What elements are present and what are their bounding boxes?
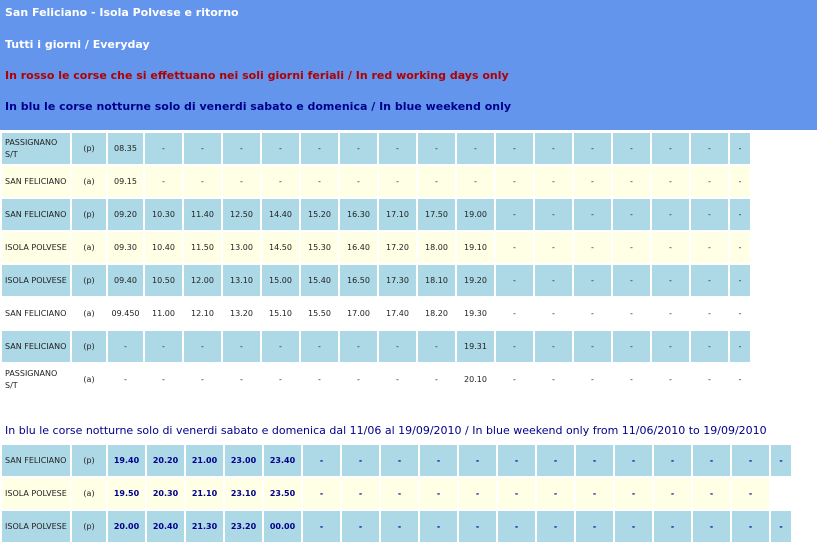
time-cell: - — [613, 133, 650, 164]
time-cell: - — [652, 166, 689, 197]
time-cell: - — [730, 232, 750, 263]
stop-name: PASSIGNANO S/T — [2, 133, 70, 164]
table-row — [2, 511, 791, 542]
time-cell: - — [732, 478, 769, 509]
stop-name: SAN FELICIANO — [2, 199, 70, 230]
time-cell: 21.10 — [186, 478, 223, 509]
time-cell: 11.50 — [184, 232, 221, 263]
time-cell: 23.00 — [225, 445, 262, 476]
time-cell: - — [613, 166, 650, 197]
table-row — [2, 478, 791, 509]
time-cell: - — [535, 199, 572, 230]
time-cell: - — [730, 166, 750, 197]
time-cell: - — [535, 133, 572, 164]
time-cell: - — [262, 331, 299, 362]
time-cell: 23.20 — [225, 511, 262, 542]
time-cell: - — [184, 364, 221, 395]
time-cell: - — [730, 364, 750, 395]
time-cell: - — [535, 298, 572, 329]
time-cell: - — [496, 133, 533, 164]
time-cell: - — [496, 232, 533, 263]
schedule-table-weekend — [0, 443, 793, 544]
time-cell: 11.40 — [184, 199, 221, 230]
time-cell: 12.50 — [223, 199, 260, 230]
stop-name: SAN FELICIANO — [2, 331, 70, 362]
time-cell: - — [303, 445, 340, 476]
time-cell: - — [535, 166, 572, 197]
time-cell: - — [381, 478, 418, 509]
time-cell: - — [498, 478, 535, 509]
time-cell: - — [496, 199, 533, 230]
time-cell: 09.450 — [108, 298, 143, 329]
time-cell: - — [496, 166, 533, 197]
time-cell: - — [342, 445, 379, 476]
time-cell: - — [576, 445, 613, 476]
time-cell: - — [418, 331, 455, 362]
time-cell: - — [730, 331, 750, 362]
departure-arrival-type: (p) — [72, 199, 106, 230]
departure-arrival-type: (p) — [72, 445, 106, 476]
time-cell: - — [613, 232, 650, 263]
time-cell: 12.00 — [184, 265, 221, 296]
time-cell: 20.10 — [457, 364, 494, 395]
time-cell: - — [418, 364, 455, 395]
time-cell: 17.50 — [418, 199, 455, 230]
time-cell: - — [691, 133, 728, 164]
time-cell: - — [184, 331, 221, 362]
time-cell: - — [576, 478, 613, 509]
time-cell: - — [730, 133, 750, 164]
time-cell: - — [301, 364, 338, 395]
time-cell: - — [535, 364, 572, 395]
time-cell: 15.50 — [301, 298, 338, 329]
time-cell: - — [498, 445, 535, 476]
time-cell: - — [184, 133, 221, 164]
route-title: San Feliciano - Isola Polvese e ritorno — [5, 6, 239, 19]
time-cell: - — [340, 133, 377, 164]
departure-arrival-type: (a) — [72, 478, 106, 509]
time-cell: - — [574, 298, 611, 329]
time-cell: - — [574, 232, 611, 263]
table-row — [2, 298, 750, 329]
time-cell: - — [342, 511, 379, 542]
stop-name: SAN FELICIANO — [2, 298, 70, 329]
time-cell: - — [691, 232, 728, 263]
time-cell: 08.35 — [108, 133, 143, 164]
time-cell: - — [381, 445, 418, 476]
table-row — [2, 133, 750, 164]
time-cell: - — [262, 166, 299, 197]
time-cell: 23.10 — [225, 478, 262, 509]
time-cell: - — [223, 133, 260, 164]
time-cell: 18.00 — [418, 232, 455, 263]
time-cell: 16.30 — [340, 199, 377, 230]
time-cell: 15.40 — [301, 265, 338, 296]
time-cell: - — [535, 265, 572, 296]
time-cell: - — [340, 166, 377, 197]
time-cell: 15.20 — [301, 199, 338, 230]
time-cell: - — [691, 331, 728, 362]
time-cell: - — [379, 364, 416, 395]
time-cell: 20.00 — [108, 511, 145, 542]
time-cell: - — [574, 265, 611, 296]
time-cell: 23.50 — [264, 478, 301, 509]
time-cell: - — [613, 265, 650, 296]
time-cell: - — [574, 133, 611, 164]
stop-name: SAN FELICIANO — [2, 166, 70, 197]
weekend-note: In blu le corse notturne solo di venerdi sabato e domenica dal 11/06 al 19/09/2010 / In blue weekend only from 11/06/2010 to 19/09/2010 — [5, 424, 767, 437]
time-cell: 23.40 — [264, 445, 301, 476]
time-cell: - — [691, 298, 728, 329]
time-cell: - — [223, 364, 260, 395]
time-cell: - — [496, 298, 533, 329]
time-cell: 15.10 — [262, 298, 299, 329]
time-cell: - — [496, 265, 533, 296]
time-cell: - — [537, 445, 574, 476]
departure-arrival-type: (a) — [72, 364, 106, 395]
time-cell: - — [732, 511, 769, 542]
time-cell: - — [379, 166, 416, 197]
departure-arrival-type: (a) — [72, 166, 106, 197]
time-cell: - — [262, 364, 299, 395]
time-cell: - — [652, 133, 689, 164]
time-cell: 15.30 — [301, 232, 338, 263]
time-cell: - — [652, 199, 689, 230]
time-cell: - — [574, 199, 611, 230]
time-cell: - — [652, 331, 689, 362]
time-cell: - — [498, 511, 535, 542]
time-cell: - — [693, 445, 730, 476]
time-cell: 13.20 — [223, 298, 260, 329]
time-cell: 19.00 — [457, 199, 494, 230]
table-row — [2, 445, 791, 476]
time-cell: - — [303, 478, 340, 509]
time-cell: - — [262, 133, 299, 164]
time-cell: 18.20 — [418, 298, 455, 329]
time-cell: - — [223, 166, 260, 197]
time-cell: 19.40 — [108, 445, 145, 476]
time-cell: 16.40 — [340, 232, 377, 263]
stop-name: PASSIGNANO S/T — [2, 364, 70, 395]
time-cell: 14.50 — [262, 232, 299, 263]
time-cell: - — [652, 298, 689, 329]
blue-legend: In blu le corse notturne solo di venerdi sabato e domenica / In blue weekend only — [5, 100, 512, 113]
table-row — [2, 232, 750, 263]
time-cell: - — [108, 364, 143, 395]
departure-arrival-type: (p) — [72, 331, 106, 362]
time-cell: 18.10 — [418, 265, 455, 296]
time-cell: 19.30 — [457, 298, 494, 329]
time-cell: - — [771, 445, 791, 476]
time-cell: - — [730, 265, 750, 296]
stop-name: ISOLA POLVESE — [2, 232, 70, 263]
departure-arrival-type: (a) — [72, 232, 106, 263]
time-cell: - — [652, 232, 689, 263]
time-cell: - — [459, 511, 496, 542]
time-cell: - — [537, 478, 574, 509]
time-cell: - — [420, 511, 457, 542]
time-cell: 10.50 — [145, 265, 182, 296]
empty-cell — [771, 478, 791, 509]
time-cell: - — [535, 232, 572, 263]
time-cell: - — [771, 511, 791, 542]
time-cell: 17.40 — [379, 298, 416, 329]
time-cell: - — [303, 511, 340, 542]
stop-name: ISOLA POLVESE — [2, 265, 70, 296]
time-cell: - — [537, 511, 574, 542]
time-cell: - — [379, 133, 416, 164]
time-cell: 09.40 — [108, 265, 143, 296]
time-cell: - — [652, 265, 689, 296]
time-cell: - — [693, 511, 730, 542]
table-row — [2, 331, 750, 362]
departure-arrival-type: (a) — [72, 298, 106, 329]
time-cell: - — [654, 445, 691, 476]
time-cell: - — [654, 478, 691, 509]
time-cell: - — [730, 298, 750, 329]
time-cell: 20.40 — [147, 511, 184, 542]
time-cell: - — [574, 331, 611, 362]
time-cell: 10.40 — [145, 232, 182, 263]
stop-name: SAN FELICIANO — [2, 445, 70, 476]
time-cell: - — [340, 331, 377, 362]
time-cell: - — [732, 445, 769, 476]
time-cell: 14.40 — [262, 199, 299, 230]
time-cell: - — [342, 478, 379, 509]
time-cell: - — [691, 199, 728, 230]
time-cell: - — [652, 364, 689, 395]
time-cell: - — [615, 478, 652, 509]
time-cell: - — [691, 364, 728, 395]
time-cell: - — [693, 478, 730, 509]
time-cell: - — [459, 478, 496, 509]
time-cell: - — [108, 331, 143, 362]
time-cell: - — [379, 331, 416, 362]
time-cell: - — [301, 166, 338, 197]
table-row — [2, 199, 750, 230]
time-cell: - — [145, 364, 182, 395]
departure-arrival-type: (p) — [72, 133, 106, 164]
page-header — [0, 0, 817, 130]
time-cell: 20.20 — [147, 445, 184, 476]
time-cell: - — [145, 331, 182, 362]
time-cell: - — [340, 364, 377, 395]
time-cell: 17.10 — [379, 199, 416, 230]
time-cell: 19.50 — [108, 478, 145, 509]
time-cell: 12.10 — [184, 298, 221, 329]
time-cell: 15.00 — [262, 265, 299, 296]
time-cell: 09.20 — [108, 199, 143, 230]
time-cell: - — [301, 331, 338, 362]
time-cell: 17.00 — [340, 298, 377, 329]
time-cell: - — [730, 199, 750, 230]
time-cell: 16.50 — [340, 265, 377, 296]
time-cell: - — [613, 199, 650, 230]
time-cell: - — [145, 133, 182, 164]
table-row — [2, 166, 750, 197]
time-cell: - — [496, 364, 533, 395]
time-cell: 21.30 — [186, 511, 223, 542]
red-legend: In rosso le corse che si effettuano nei soli giorni feriali / In red working days only — [5, 69, 509, 82]
time-cell: - — [613, 298, 650, 329]
time-cell: 19.31 — [457, 331, 494, 362]
time-cell: - — [613, 331, 650, 362]
time-cell: - — [381, 511, 418, 542]
time-cell: 09.15 — [108, 166, 143, 197]
time-cell: - — [420, 445, 457, 476]
time-cell: 20.30 — [147, 478, 184, 509]
time-cell: - — [535, 331, 572, 362]
time-cell: 00.00 — [264, 511, 301, 542]
stop-name: ISOLA POLVESE — [2, 478, 70, 509]
time-cell: - — [576, 511, 613, 542]
schedule-table-daily — [0, 131, 752, 397]
departure-arrival-type: (p) — [72, 265, 106, 296]
table-row — [2, 265, 750, 296]
time-cell: - — [574, 364, 611, 395]
time-cell: - — [145, 166, 182, 197]
time-cell: - — [420, 478, 457, 509]
time-cell: 13.10 — [223, 265, 260, 296]
time-cell: 11.00 — [145, 298, 182, 329]
time-cell: - — [459, 445, 496, 476]
time-cell: - — [691, 265, 728, 296]
time-cell: 10.30 — [145, 199, 182, 230]
time-cell: - — [418, 133, 455, 164]
time-cell: - — [615, 445, 652, 476]
time-cell: - — [691, 166, 728, 197]
time-cell: - — [615, 511, 652, 542]
time-cell: - — [223, 331, 260, 362]
time-cell: 17.30 — [379, 265, 416, 296]
time-cell: - — [574, 166, 611, 197]
table-row — [2, 364, 750, 395]
time-cell: - — [301, 133, 338, 164]
stop-name: ISOLA POLVESE — [2, 511, 70, 542]
time-cell: 19.20 — [457, 265, 494, 296]
time-cell: 19.10 — [457, 232, 494, 263]
time-cell: - — [613, 364, 650, 395]
time-cell: - — [457, 166, 494, 197]
time-cell: - — [654, 511, 691, 542]
time-cell: - — [496, 331, 533, 362]
time-cell: - — [457, 133, 494, 164]
departure-arrival-type: (p) — [72, 511, 106, 542]
time-cell: - — [184, 166, 221, 197]
frequency-label: Tutti i giorni / Everyday — [5, 38, 150, 51]
time-cell: - — [418, 166, 455, 197]
time-cell: 13.00 — [223, 232, 260, 263]
time-cell: 09.30 — [108, 232, 143, 263]
time-cell: 21.00 — [186, 445, 223, 476]
time-cell: 17.20 — [379, 232, 416, 263]
